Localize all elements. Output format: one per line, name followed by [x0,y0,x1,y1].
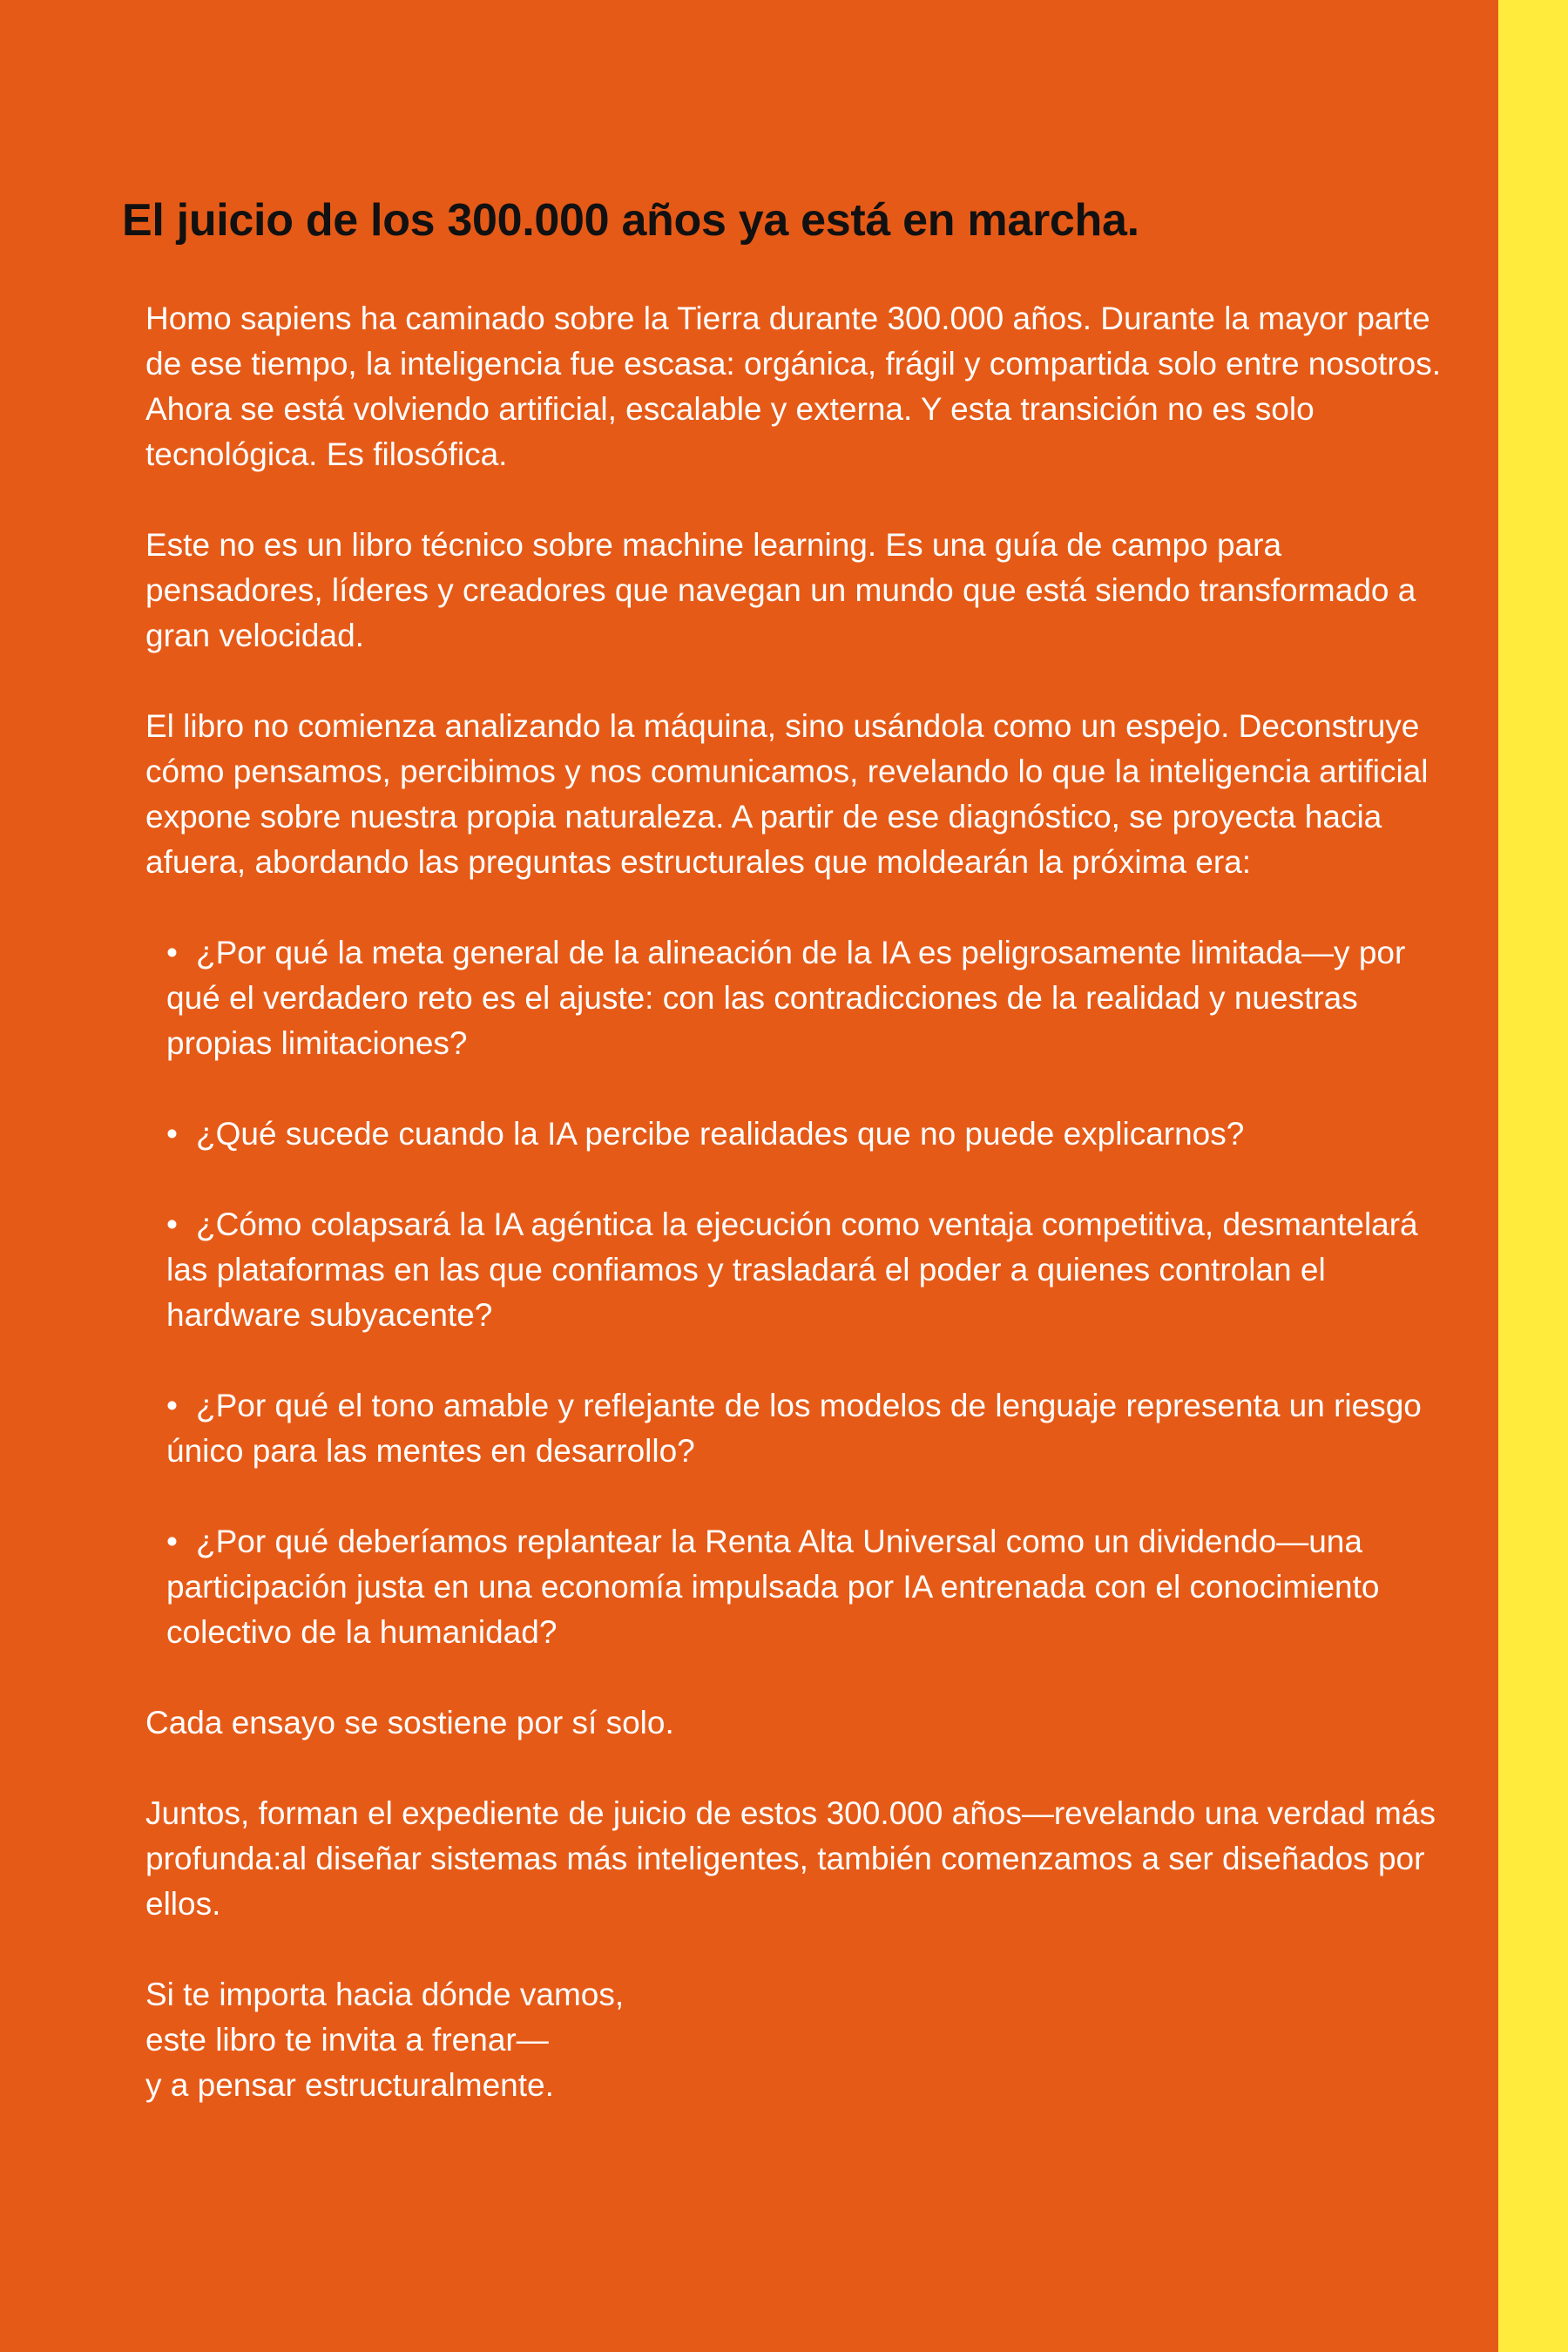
list-item-text: ¿Qué sucede cuando la IA percibe realidades que no puede explicarnos? [196,1116,1245,1152]
list-item [166,1202,1461,1338]
list-item-text: ¿Por qué deberíamos replantear la Renta Alta Universal como un dividendo—una participación justa en una economía impulsada por IA entrenada con el conocimiento colectivo de la humanidad? [166,1524,1380,1650]
bullet-icon: • [166,1116,178,1152]
list-item [166,1519,1461,1655]
list-item [166,1112,1461,1157]
closing-line-2: este libro te invita a frenar— [145,2022,549,2058]
bullet-icon: • [166,1388,178,1423]
headline: El juicio de los 300.000 años ya está en marcha. [122,195,1139,246]
list-item-text: ¿Por qué la meta general de la alineación de la IA es peligrosamente limitada—y por qué el verdadero reto es el ajuste: con las contradicciones de la realidad y nuestras propias limitaciones? [166,935,1406,1061]
closing-lines [145,1972,1461,2108]
paragraph-standalone: Cada ensayo se sostiene por sí solo. [145,1705,674,1740]
blurb-body [145,296,1461,2153]
list-item-text: ¿Por qué el tono amable y reflejante de los modelos de lenguaje representa un riesgo único para las mentes en desarrollo? [166,1388,1422,1469]
list-item [166,930,1461,1066]
closing-line-1: Si te importa hacia dónde vamos, [145,1977,625,2012]
closing-line-3: y a pensar estructuralmente. [145,2067,554,2103]
paragraph-mirror: El libro no comienza analizando la máquina, sino usándola como un espejo. Deconstruye cómo pensamos, percibimos y nos comunicamos, revelando lo que la inteligencia artificial expone sobre nuestra propia naturaleza. A partir de ese diagnóstico, se proyecta hacia afuera, abordando las preguntas estructurales que moldearán la próxima era: [145,708,1429,880]
paragraph-together: Juntos, forman el expediente de juicio de estos 300.000 años—revelando una verdad más profunda:al diseñar sistemas más inteligentes, también comenzamos a ser diseñados por ellos. [145,1795,1436,1922]
paragraph-intro: Homo sapiens ha caminado sobre la Tierra durante 300.000 años. Durante la mayor parte de ese tiempo, la inteligencia fue escasa: orgánica, frágil y compartida solo entre nosotros. Ahora se está volviendo artificial, escalable y externa. Y esta transición no es solo tecnológica. Es filosófica. [145,301,1441,472]
bullet-icon: • [166,1206,178,1242]
list-item-text: ¿Cómo colapsará la IA agéntica la ejecución como ventaja competitiva, desmantelará las plataformas en las que confiamos y trasladará el poder a quienes controlan el hardware subyacente? [166,1206,1418,1333]
paragraph-field-guide: Este no es un libro técnico sobre machine learning. Es una guía de campo para pensadores, líderes y creadores que navegan un mundo que está siendo transformado a gran velocidad. [145,527,1416,653]
question-list [145,930,1461,1655]
list-item [166,1383,1461,1474]
bullet-icon: • [166,1524,178,1559]
yellow-edge-strip [1498,0,1568,2352]
bullet-icon: • [166,935,178,970]
